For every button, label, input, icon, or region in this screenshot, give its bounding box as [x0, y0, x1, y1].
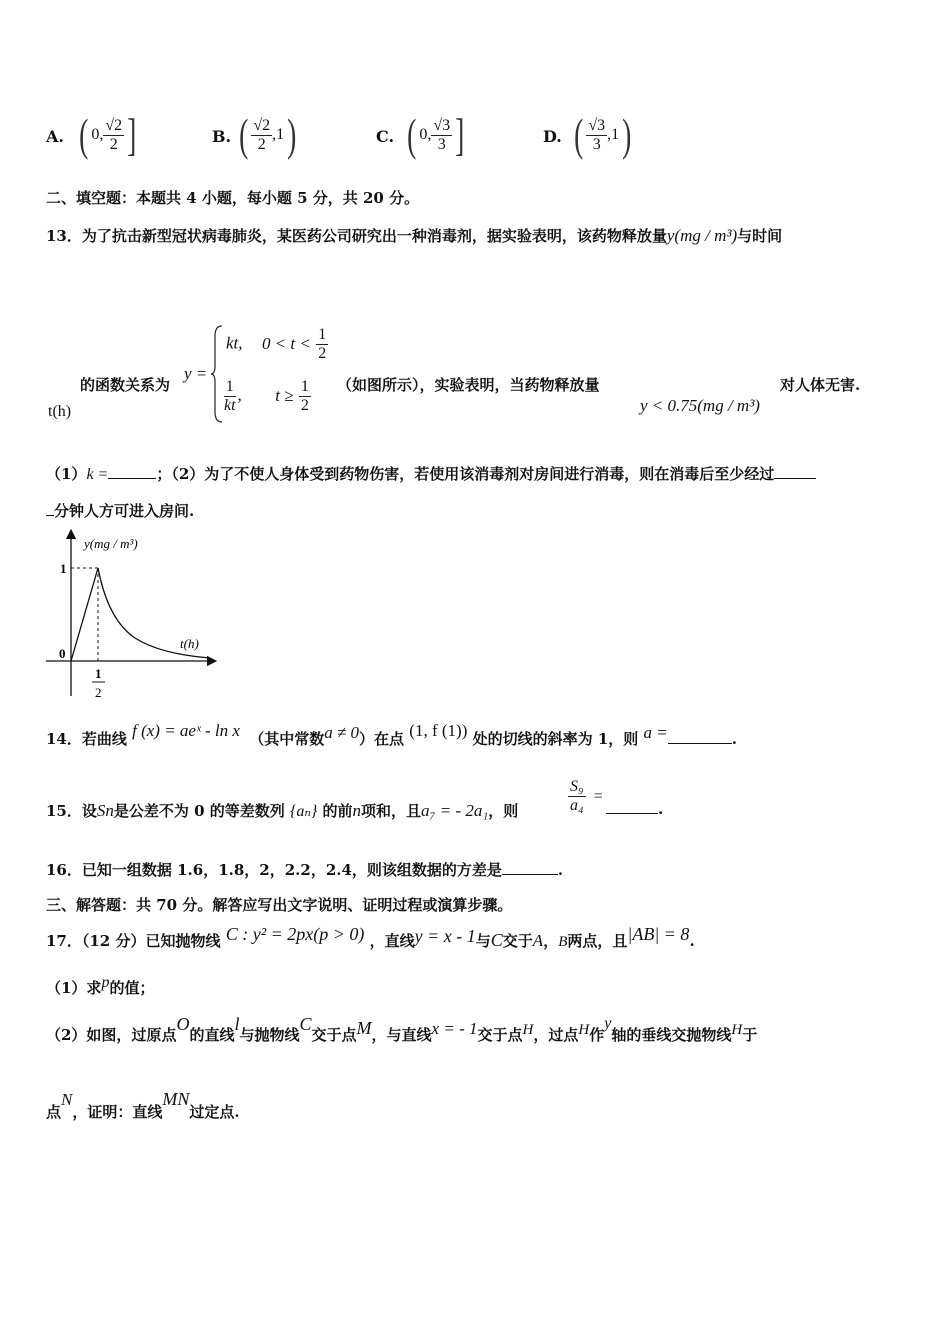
q13-harmless: 对人体无害. [780, 376, 861, 394]
answer-blank-k[interactable] [108, 478, 156, 479]
q17-part2-cont: 点N，证明：直线MN过定点. [46, 1089, 240, 1121]
q15: 15．设Sn是公差不为 0 的等差数列 {aₙ} 的前n项和，且a₇ = - 2a₁，则 [46, 801, 519, 820]
q17-part2: （2）如图，过原点O的直线l与抛物线C交于点M，与直线x = - 1交于点H，过点H作y轴的垂线交抛物线H于 [46, 1014, 758, 1044]
q14: 14．若曲线 f (x) = aeˣ - ln x （其中常数a ≠ 0）在点 (1, f (1)) 处的切线的斜率为 1，则 a = . [46, 721, 737, 748]
curve-linear [71, 568, 98, 661]
graph-half-num: 1 [95, 666, 102, 681]
q13-line-end: 分钟人方可进入房间. [46, 500, 194, 521]
answer-blank-q15[interactable] [606, 813, 658, 814]
q17-part1: （1）求p的值； [46, 974, 155, 997]
answer-blank-minutes[interactable] [774, 478, 816, 479]
q15-answer: . [606, 800, 663, 818]
graph-one: 1 [60, 561, 67, 576]
graph-zero: 0 [59, 646, 66, 661]
q13-y-eq: y = [184, 364, 208, 383]
q13-func-prefix: 的函数关系为 [80, 376, 171, 394]
q13-line1: 13．为了抗击新型冠状病毒肺炎，某医药公司研究出一种消毒剂，据实验表明，该药物释放量y(mg / m³)与时间 [46, 226, 783, 245]
graph-xlabel: t(h) [180, 636, 199, 651]
q13-threshold: y < 0.75(mg / m³) [640, 396, 760, 415]
graph-half-den: 2 [95, 685, 102, 700]
q13-case2: $\frac{1}{kt}$ , t ≥ $\frac{1}{2}$ [224, 378, 309, 414]
q13-time-unit: t(h) [48, 403, 72, 420]
answer-blank-q14[interactable] [668, 743, 732, 744]
q13-parts: （1）k = ；（2）为了不使人身体受到药物伤害，若使用该消毒剂对房间进行消毒，则在消毒后至少经过 [46, 463, 816, 484]
q16: 16．已知一组数据 1.6，1.8，2，2.2，2.4，则该组数据的方差是 . [46, 861, 564, 879]
q15-fraction: $\frac{\text{S₉}}{\text{a₄}}$ = [570, 778, 604, 814]
q13-graph [40, 528, 220, 708]
answer-blank-q16[interactable] [502, 874, 558, 875]
q13-func-postfix: （如图所示），实验表明，当药物释放量 [337, 376, 600, 394]
section-3-heading: 三、解答题：共 70 分。解答应写出文字说明、证明过程或演算步骤。 [46, 896, 513, 914]
q17-line1: 17．（12 分）已知抛物线 C : y² = 2px(p > 0) ，直线y = x - 1与C交于A，B两点，且|AB| = 8. [46, 924, 695, 950]
section-2-heading: 二、填空题：本题共 4 小题，每小题 5 分，共 20 分。 [46, 189, 420, 207]
graph-ylabel: y(mg / m³) [84, 536, 138, 551]
q13-case1: kt, 0 < t < $\frac{1}{2}$ [226, 326, 327, 362]
